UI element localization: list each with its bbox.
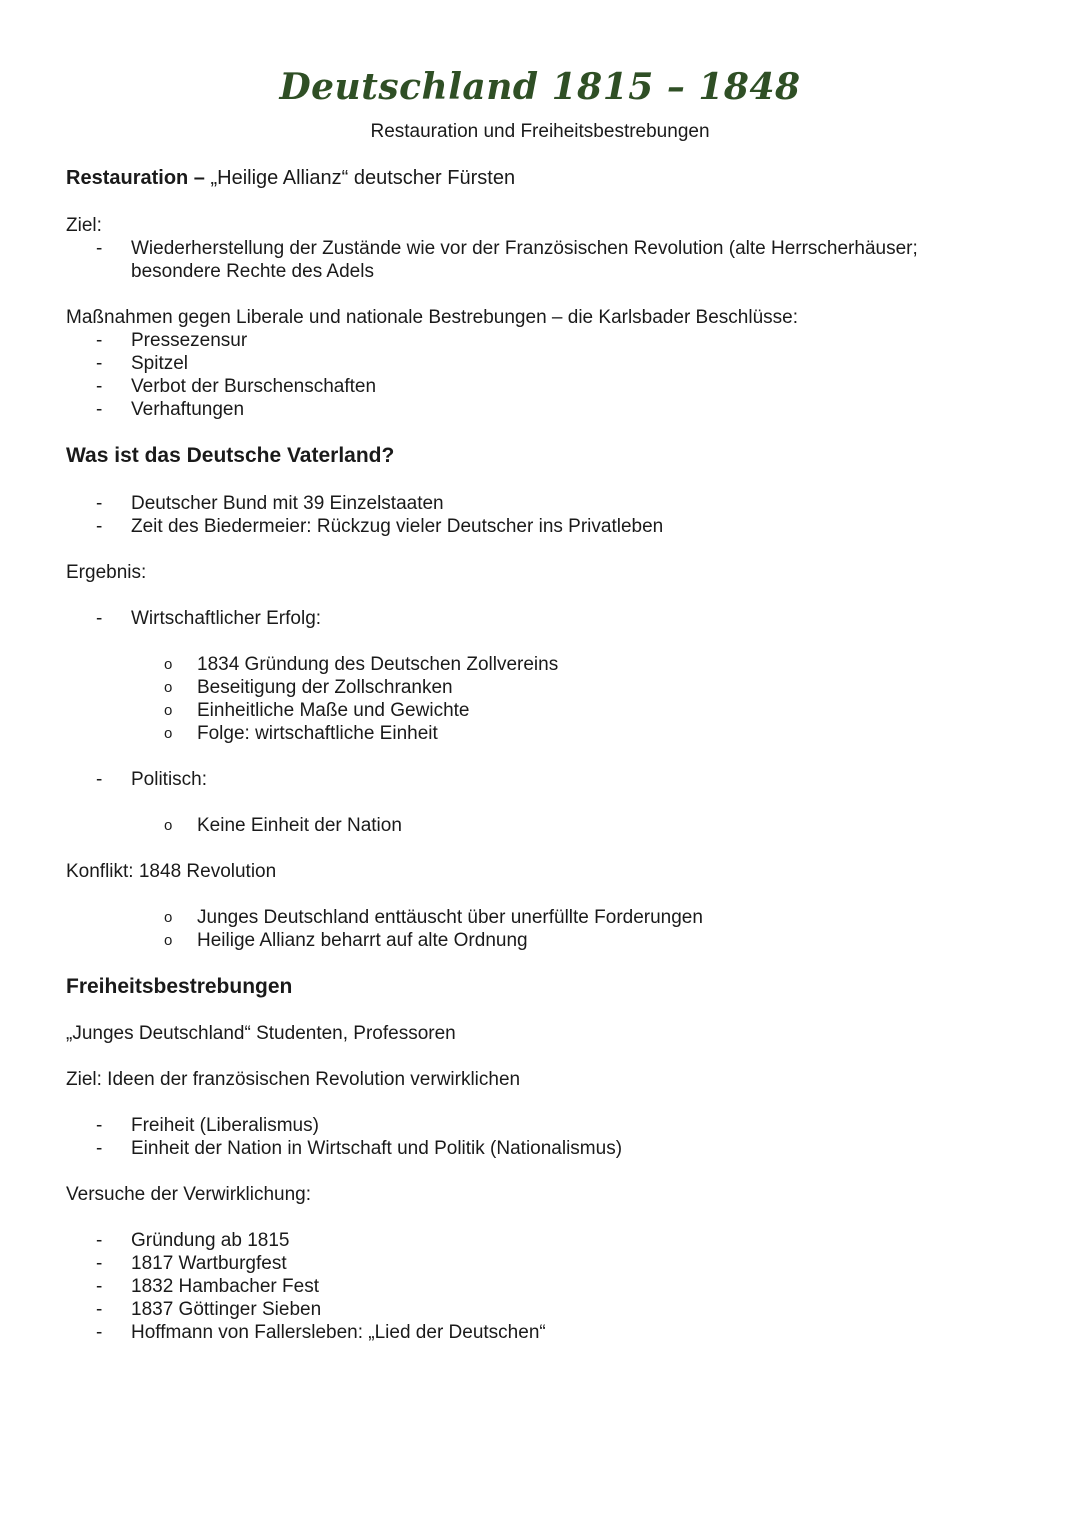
ziel-line-2: besondere Rechte des Adels [131,261,374,282]
list-item: 1832 Hambacher Fest [131,1276,319,1297]
dash-bullet: - [96,608,103,629]
ziel-line-1: Wiederherstellung der Zustände wie vor der Französischen Revolution (alte Herrscherhäuser; [131,238,918,259]
heading-vaterland: Was ist das Deutsche Vaterland? [66,444,395,467]
dash-bullet: - [96,399,103,420]
list-item: Heilige Allianz beharrt auf alte Ordnung [197,930,528,951]
list-item: Keine Einheit der Nation [197,815,402,836]
list-item: Pressezensur [131,330,248,351]
list-item: Einheitliche Maße und Gewichte [197,700,470,721]
list-item: 1834 Gründung des Deutschen Zollvereins [197,654,559,675]
dash-bullet: - [96,493,103,514]
list-item: Freiheit (Liberalismus) [131,1115,319,1136]
circle-bullet: o [164,725,173,742]
circle-bullet: o [164,656,173,673]
dash-bullet: - [96,1253,103,1274]
page-title: Deutschland 1815 – 1848 [279,66,801,108]
list-item: Junges Deutschland enttäuscht über unerfüllte Forderungen [197,907,703,928]
list-item: Gründung ab 1815 [131,1230,290,1251]
heading-freiheit: Freiheitsbestrebungen [66,975,293,998]
list-item: Deutscher Bund mit 39 Einzelstaaten [131,493,444,514]
dash-bullet: - [96,376,103,397]
list-item: Verbot der Burschenschaften [131,376,377,397]
list-item: Folge: wirtschaftliche Einheit [197,723,438,744]
heading-restauration [66,167,515,190]
list-item: Zeit des Biedermeier: Rückzug vieler Deutscher ins Privatleben [131,516,664,537]
politisch-label: Politisch: [131,769,208,790]
list-item: Einheit der Nation in Wirtschaft und Politik (Nationalismus) [131,1138,623,1159]
dash-bullet: - [96,238,103,259]
circle-bullet: o [164,702,173,719]
dash-bullet: - [96,353,103,374]
dash-bullet: - [96,1322,103,1343]
wirtschaft-label: Wirtschaftlicher Erfolg: [131,608,322,629]
list-item: Hoffmann von Fallersleben: „Lied der Deutschen“ [131,1322,546,1343]
list-item: Spitzel [131,353,189,374]
junges-deutschland-text: „Junges Deutschland“ Studenten, Professoren [66,1023,456,1044]
freiheit-ziel: Ziel: Ideen der französischen Revolution verwirklichen [66,1069,521,1090]
list-item: 1837 Göttinger Sieben [131,1299,322,1320]
dash-bullet: - [96,1138,103,1159]
dash-bullet: - [96,769,103,790]
dash-bullet: - [96,1230,103,1251]
circle-bullet: o [164,909,173,926]
dash-bullet: - [96,1299,103,1320]
massnahmen-label: Maßnahmen gegen Liberale und nationale Bestrebungen – die Karlsbader Beschlüsse: [66,307,798,328]
dash-bullet: - [96,1115,103,1136]
heading-restauration-rest: „Heilige Allianz“ deutscher Fürsten [204,167,516,189]
dash-bullet: - [96,330,103,351]
list-item: Verhaftungen [131,399,245,420]
circle-bullet: o [164,679,173,696]
ziel-label: Ziel: [66,215,102,236]
circle-bullet: o [164,817,173,834]
list-item: 1817 Wartburgfest [131,1253,287,1274]
konflikt-label: Konflikt: 1848 Revolution [66,861,277,882]
dash-bullet: - [96,1276,103,1297]
heading-restauration-bold: Restauration – [66,167,205,189]
dash-bullet: - [96,516,103,537]
versuche-label: Versuche der Verwirklichung: [66,1184,312,1205]
circle-bullet: o [164,932,173,949]
list-item: Beseitigung der Zollschranken [197,677,453,698]
page-subtitle: Restauration und Freiheitsbestrebungen [370,121,710,142]
ergebnis-label: Ergebnis: [66,562,147,583]
